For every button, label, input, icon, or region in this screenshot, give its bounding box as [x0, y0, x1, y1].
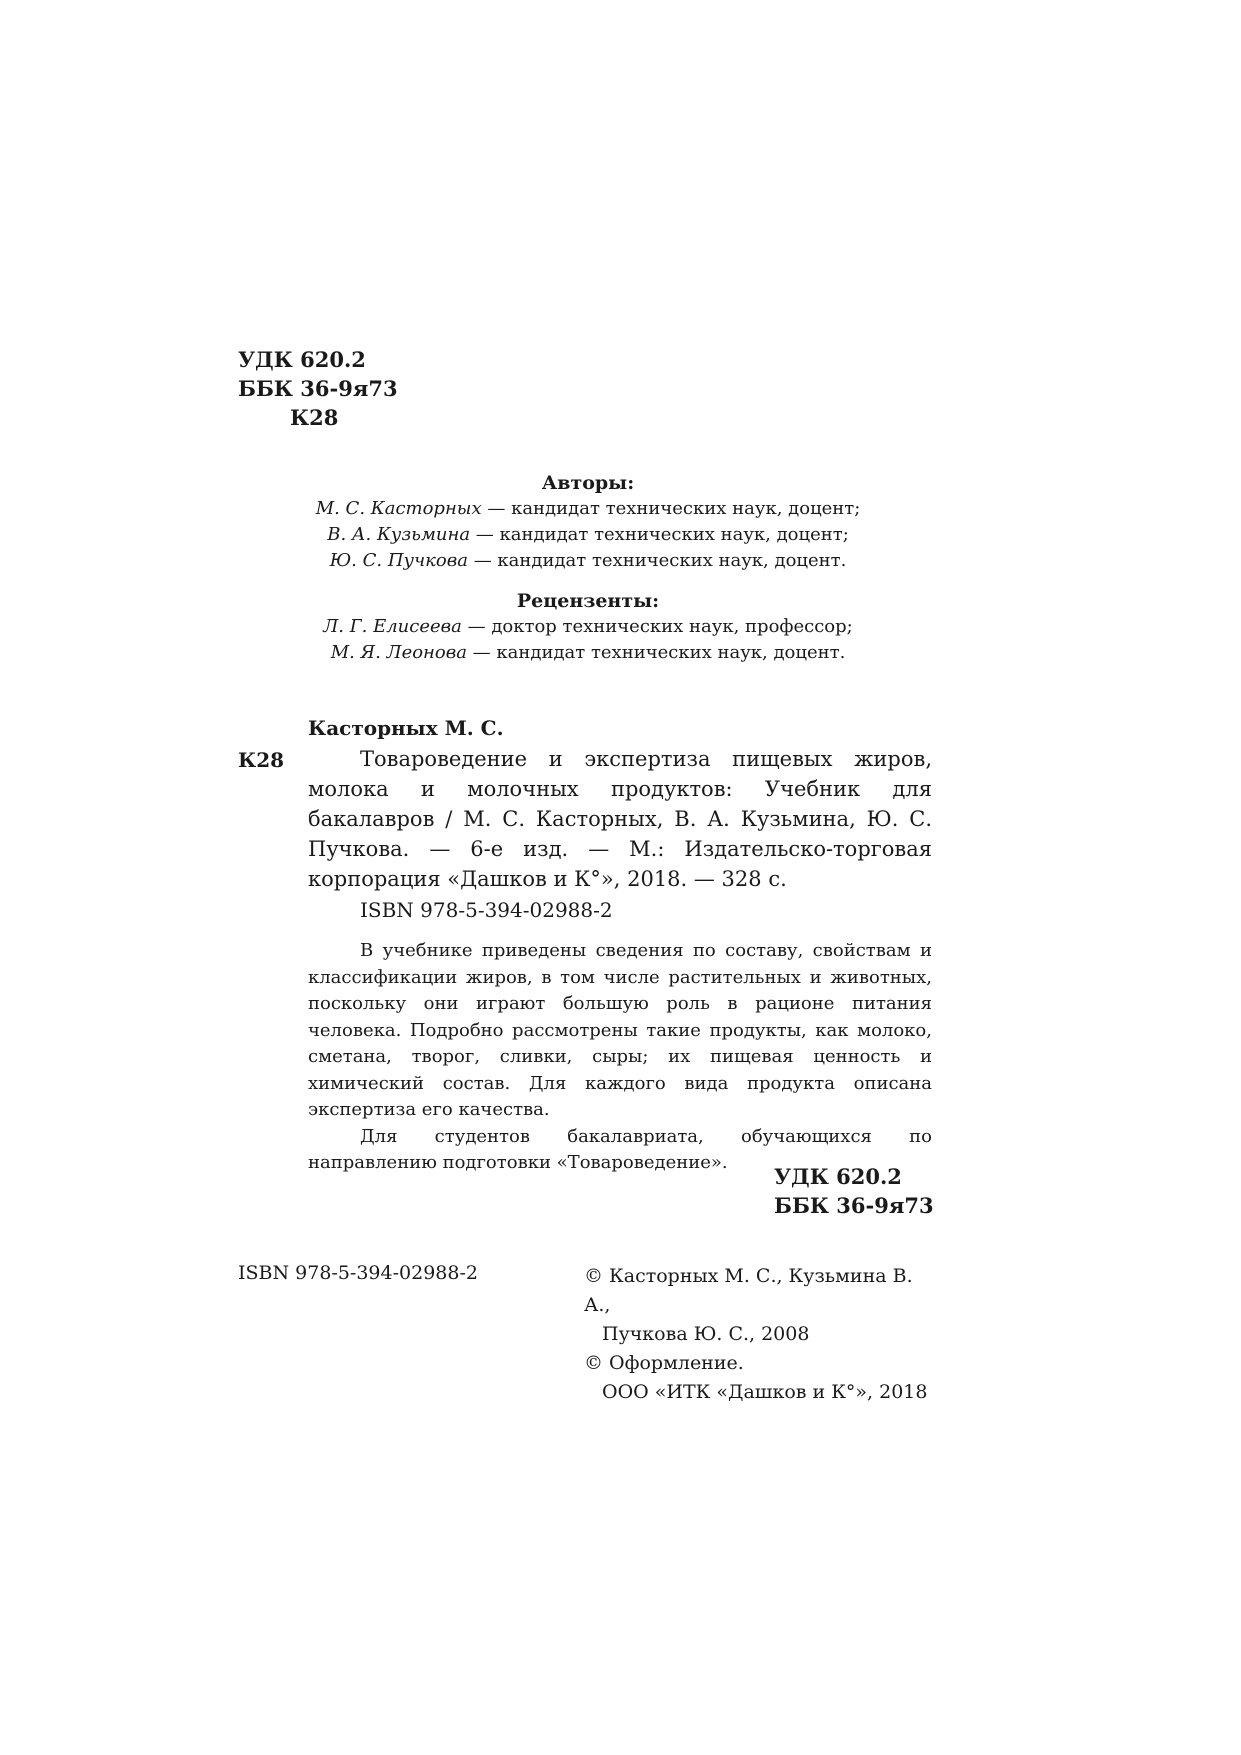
biblio-isbn: ISBN 978-5-394-02988-2 — [360, 898, 613, 922]
classification-top — [238, 345, 398, 432]
reviewer-name: М. Я. Леонова — [330, 642, 467, 663]
author-role: — кандидат технических наук, доцент; — [481, 498, 861, 519]
author-name: М. С. Касторных — [315, 498, 482, 519]
classification-bottom — [774, 1162, 934, 1220]
author-mark: К28 — [290, 405, 339, 430]
bibliographic-description: Товароведение и экспертиза пищевых жиров, молока и молочных продуктов: Учебник для бакалавров / М. С. Касторных, В. А. Кузьмина, Ю. С. Пучкова. — 6-е изд. — М.: Издательско-торговая корпорация «Дашков и К°», 2018. — 328 с. — [308, 747, 932, 891]
bbk-code: ББК 36-9я73 — [774, 1193, 934, 1218]
authors-heading: Авторы: — [541, 472, 635, 494]
author-line — [238, 496, 938, 522]
author-name: Ю. С. Пучкова — [329, 550, 468, 571]
biblio-author-mark: К28 — [238, 748, 285, 772]
copyright-design: © Оформление. — [584, 1352, 744, 1374]
annotation-paragraph: Для студентов бакалавриата, обучающихся по направлению подготовки «Товароведение». — [308, 1125, 932, 1173]
author-role: — кандидат технических наук, доцент; — [470, 524, 849, 545]
copyright-authors-cont: Пучкова Ю. С., 2008 — [602, 1323, 810, 1345]
udk-code: УДК 620.2 — [238, 347, 366, 372]
reviewers-section — [238, 588, 938, 666]
reviewer-role: — доктор технических наук, профессор; — [461, 616, 853, 637]
author-line — [238, 548, 938, 574]
author-line — [238, 522, 938, 548]
author-name: В. А. Кузьмина — [327, 524, 471, 545]
annotation — [308, 938, 932, 1177]
annotation-paragraph: В учебнике приведены сведения по составу, свойствам и классификации жиров, в том числе растительных и животных, поскольку они играют большую роль в рационе питания человека. Подробно рассмотрены такие продукты, как молоко, сметана, творог, сливки, сыры; их пищевая ценность и химический состав. Для каждого вида продукта описана экспертиза его качества. — [308, 940, 932, 1120]
reviewers-heading: Рецензенты: — [516, 590, 660, 612]
footer-isbn: ISBN 978-5-394-02988-2 — [238, 1262, 478, 1284]
author-role: — кандидат технических наук, доцент. — [467, 550, 847, 571]
authors-section — [238, 470, 938, 574]
copyright-authors: © Касторных М. С., Кузьмина В. А., — [584, 1265, 913, 1316]
reviewer-line — [238, 614, 938, 640]
bbk-code: ББК 36-9я73 — [238, 376, 398, 401]
reviewer-role: — кандидат технических наук, доцент. — [466, 642, 846, 663]
copyright-design-cont: ООО «ИТК «Дашков и К°», 2018 — [602, 1381, 928, 1403]
reviewer-line — [238, 640, 938, 666]
udk-code: УДК 620.2 — [774, 1164, 902, 1189]
main-author: Касторных М. С. — [308, 716, 504, 740]
reviewer-name: Л. Г. Елисеева — [323, 616, 462, 637]
copyright-block — [584, 1262, 936, 1407]
